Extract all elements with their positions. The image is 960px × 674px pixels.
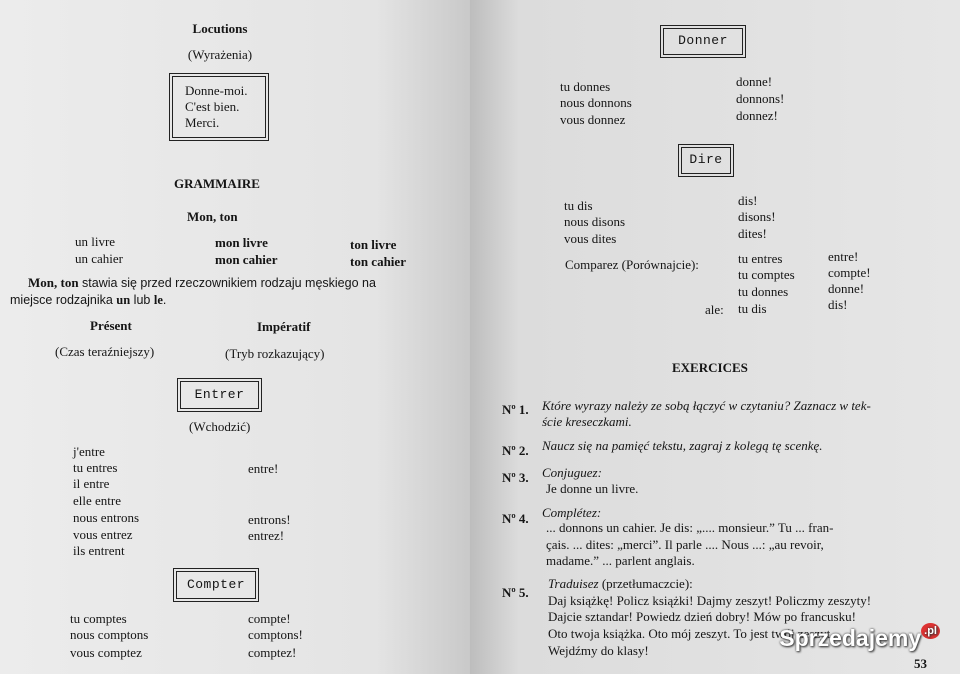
- exercise-text: Naucz się na pamięć tekstu, zagraj z kolegą tę scenkę.: [542, 438, 823, 453]
- entrer-pl: (Wchodzić): [189, 419, 251, 434]
- conjugation-item: tu donnes: [560, 79, 611, 94]
- exercise-text: Conjuguez:: [542, 465, 602, 480]
- exercise-number: Nº 1.: [502, 402, 529, 417]
- mon-ton-title: Mon, ton: [187, 209, 238, 224]
- rule-line-2: miejsce rodzajnika un lub le.: [10, 293, 167, 307]
- imperative-item: donnez!: [736, 108, 778, 123]
- right-page: [470, 0, 960, 674]
- imperative-item: entre!: [248, 461, 279, 476]
- conjugation-item: vous donnez: [560, 112, 626, 127]
- locution-item: Merci.: [185, 115, 220, 130]
- locutions-title: Locutions: [192, 21, 248, 36]
- example-ton: ton cahier: [350, 254, 406, 269]
- exercise-text: çais. ... dites: „merci”. Il parle .... Nous ...: „au revoir,: [546, 537, 824, 552]
- compare-item: donne!: [828, 281, 865, 296]
- conjugation-item: il entre: [73, 476, 110, 491]
- conjugation-item: j'entre: [73, 444, 105, 459]
- imperatif-label: Impératif: [257, 319, 311, 334]
- example-ton: ton livre: [350, 237, 397, 252]
- exercise-text: Które wyrazy należy ze sobą łączyć w czytaniu? Zaznacz w tek-: [542, 398, 871, 413]
- exercise-text: Dajcie sztandar! Powiedz dzień dobry! Mów po francusku!: [548, 609, 856, 624]
- comparez-label: Comparez (Porównajcie):: [565, 257, 699, 272]
- ale-label: ale:: [705, 302, 724, 317]
- exercise-text: Oto twoja książka. Oto mój zeszyt. To jest twój zeszyt.: [548, 626, 834, 641]
- compare-item: tu dis: [738, 301, 767, 316]
- left-page: [0, 0, 470, 674]
- compare-item: tu entres: [738, 251, 783, 266]
- example-mon: mon cahier: [215, 252, 278, 267]
- conjugation-item: vous comptez: [70, 645, 142, 660]
- conjugation-item: nous donnons: [560, 95, 632, 110]
- example-un: un livre: [75, 234, 116, 249]
- exercise-text: Wejdźmy do klasy!: [548, 643, 649, 658]
- locution-item: C'est bien.: [185, 99, 240, 114]
- imperative-item: dis!: [738, 193, 758, 208]
- conjugation-item: nous entrons: [73, 510, 140, 525]
- imperatif-pl: (Tryb rozkazujący): [225, 346, 325, 361]
- donner-title: Donner: [678, 33, 728, 48]
- imperative-item: comptons!: [248, 627, 303, 642]
- compare-item: dis!: [828, 297, 848, 312]
- exercise-text: madame.” ... parlent anglais.: [546, 553, 695, 568]
- conjugation-item: tu comptes: [70, 611, 127, 626]
- exercise-text: ... donnons un cahier. Je dis: „.... monsieur.” Tu ... fran-: [546, 520, 834, 535]
- watermark-logo: Sprzedajemy $^{.pl}$: [779, 625, 940, 652]
- exercises-title: EXERCICES: [672, 360, 748, 375]
- imperative-item: dites!: [738, 226, 767, 241]
- conjugation-item: nous disons: [564, 214, 626, 229]
- exercise-text: Traduisez (przetłumaczcie):: [548, 576, 693, 591]
- compter-title: Compter: [186, 577, 246, 592]
- imperative-item: donne!: [736, 74, 773, 89]
- example-mon: mon livre: [215, 235, 268, 250]
- conjugation-item: tu entres: [73, 460, 118, 475]
- conjugation-item: vous dites: [564, 231, 617, 246]
- exercise-text: ście kreseczkami.: [542, 414, 632, 429]
- exercise-number: Nº 5.: [502, 585, 529, 600]
- imperative-item: disons!: [738, 209, 776, 224]
- page-number: 53: [914, 656, 927, 671]
- imperative-item: entrons!: [248, 512, 291, 527]
- example-un: un cahier: [75, 251, 124, 266]
- entrer-title: Entrer: [194, 387, 245, 402]
- locution-item: Donne-moi.: [185, 83, 248, 98]
- conjugation-item: tu dis: [564, 198, 593, 213]
- exercise-text: Je donne un livre.: [546, 481, 639, 496]
- conjugation-item: vous entrez: [73, 527, 133, 542]
- conjugation-item: ils entrent: [73, 543, 125, 558]
- locutions-subtitle: (Wyrażenia): [187, 47, 253, 62]
- rule-line-1: Mon, ton stawia się przed rzeczownikiem rodzaju męskiego na: [28, 275, 376, 290]
- compare-item: tu comptes: [738, 267, 795, 282]
- conjugation-item: nous comptons: [70, 627, 149, 642]
- compare-item: tu donnes: [738, 284, 789, 299]
- present-pl: (Czas teraźniejszy): [55, 344, 155, 359]
- imperative-item: entrez!: [248, 528, 285, 543]
- grammar-title: GRAMMAIRE: [174, 176, 260, 191]
- exercise-number: Nº 4.: [502, 511, 529, 526]
- exercise-text: Complétez:: [542, 505, 602, 520]
- exercise-number: Nº 3.: [502, 470, 529, 485]
- imperative-item: compte!: [248, 611, 291, 626]
- exercise-number: Nº 2.: [502, 443, 529, 458]
- dire-title: Dire: [689, 152, 723, 167]
- conjugation-item: elle entre: [73, 493, 121, 508]
- compare-item: entre!: [828, 249, 859, 264]
- imperative-item: comptez!: [248, 645, 297, 660]
- present-label: Présent: [90, 318, 132, 333]
- imperative-item: donnons!: [736, 91, 785, 106]
- exercise-text: Daj książkę! Policz książki! Dajmy zeszyt! Policzmy zeszyty!: [548, 593, 872, 608]
- compare-item: compte!: [828, 265, 871, 280]
